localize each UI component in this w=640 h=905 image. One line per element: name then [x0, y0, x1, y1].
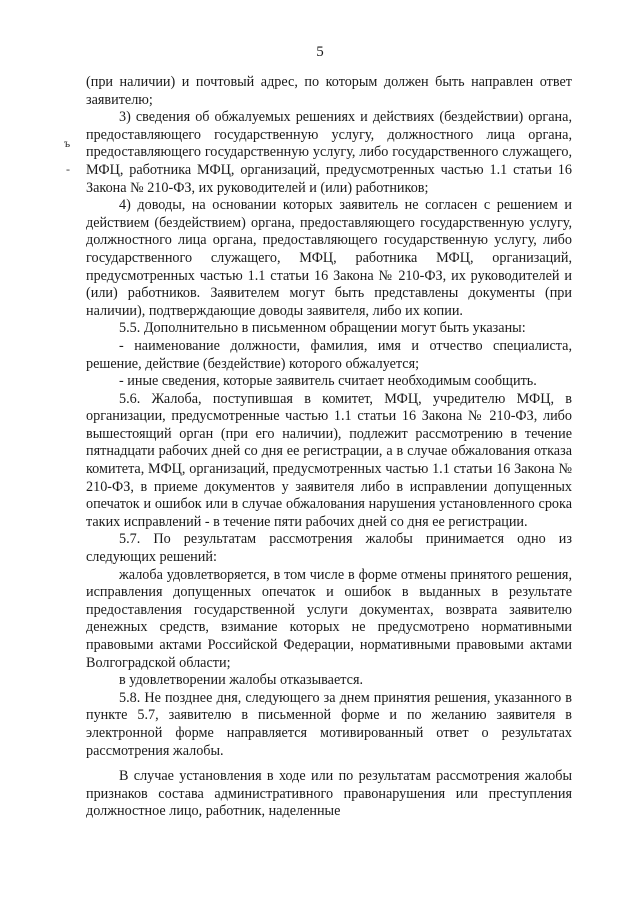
paragraph: 5.8. Не позднее дня, следующего за днем принятия решения, указанного в пункте 5.7, заявителю в письменной форме и по желанию заявителя в электронной форме направляется мотивированный ответ о результатах рассмотрения жалобы. — [86, 689, 572, 759]
document-body — [86, 74, 572, 821]
paragraph: 5.6. Жалоба, поступившая в комитет, МФЦ, учредителю МФЦ, в организации, предусмотренные частью 1.1 статьи 16 Закона № 210-ФЗ, либо вышестоящий орган (при его наличии), подлежит рассмотрению в течение пятнадцати рабочих дней со дня ее регистрации, а в случае обжалования отказа комитета, МФЦ, организаций, предусмотренных частью 1.1 статьи 16 Закона № 210-ФЗ, в приеме документов у заявителя либо в исправлении допущенных опечаток и ошибок или в случае обжалования нарушения установленного срока таких исправлений - в течение пяти рабочих дней со дня ее регистрации. — [86, 390, 572, 530]
margin-mark: ъ — [64, 136, 71, 150]
paragraph: (при наличии) и почтовый адрес, по которым должен быть направлен ответ заявителю; — [86, 74, 572, 108]
paragraph: в удовлетворении жалобы отказывается. — [119, 672, 364, 689]
paragraph: 5.7. По результатам рассмотрения жалобы принимается одно из следующих решений: — [86, 531, 572, 566]
paragraph: 4) доводы, на основании которых заявитель не согласен с решением и действием (бездействием) органа, предоставляющего государственную услугу, должностного лица органа, предоставляющего государственную услугу, либо государственного служащего, МФЦ, работника МФЦ, организаций, предусмотренных частью 1.1 статьи 16 Закона № 210-ФЗ, их руководителей и (или) работников. Заявителем могут быть представлены документы (при наличии), подтверждающие доводы заявителя, либо их копии. — [86, 197, 572, 319]
paragraph: 3) сведения об обжалуемых решениях и действиях (бездействии) органа, предоставляющего государственную услугу, должностного лица органа, предоставляющего государственную услугу, либо государственного служащего, МФЦ, работника МФЦ, организаций, предусмотренных частью 1.1 статьи 16 Закона № 210-ФЗ, их руководителей и (или) работников; — [86, 109, 572, 196]
margin-dash: - — [66, 162, 70, 176]
paragraph: - наименование должности, фамилия, имя и отчество специалиста, решение, действие (бездействие) которого обжалуется; — [86, 337, 572, 372]
page-number: 5 — [316, 44, 324, 60]
paragraph: 5.5. Дополнительно в письменном обращении могут быть указаны: — [119, 320, 526, 337]
paragraph: - иные сведения, которые заявитель считает необходимым сообщить. — [119, 373, 537, 390]
paragraph: жалоба удовлетворяется, в том числе в форме отмены принятого решения, исправления допущенных опечаток и ошибок в выданных в результате предоставления государственной услуги документах, возврата заявителю денежных средств, взимание которых не предусмотрено нормативными правовыми актами Российской Федерации, нормативными правовыми актами Волгоградской области; — [86, 566, 572, 671]
paragraph: В случае установления в ходе или по результатам рассмотрения жалобы признаков состава административного правонарушения или преступления должностное лицо, работник, наделенные — [86, 768, 572, 820]
